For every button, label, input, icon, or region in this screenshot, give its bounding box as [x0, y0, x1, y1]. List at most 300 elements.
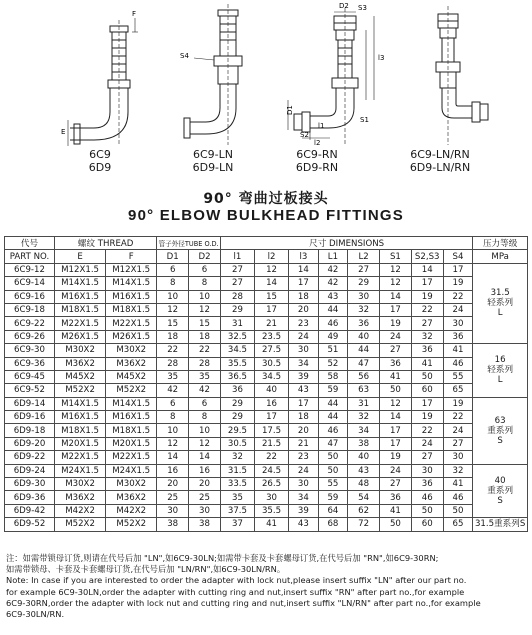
note-line: 注：如需带锁母订货,则请在代号后加 "LN",如6C9-30LN;如需带卡套及卡套螺母订货,在代号后加 "RN",如6C9-30RN;	[6, 553, 439, 563]
value-cell: 32.5	[220, 330, 254, 343]
col-header: l1	[220, 250, 254, 263]
title-english: 90° ELBOW BULKHEAD FITTINGS	[128, 207, 404, 224]
value-cell: 19	[411, 411, 443, 424]
header-part-en: PART NO.	[5, 250, 55, 263]
value-cell: 18	[157, 330, 189, 343]
value-cell: 12	[157, 303, 189, 316]
value-cell: 21	[289, 437, 319, 450]
value-cell: 49	[318, 330, 348, 343]
note-line: Note: In case if you are interested to order the adapter with lock nut,please insert suffix "LN" after our part no.	[6, 575, 467, 586]
variant-labels	[0, 148, 532, 184]
value-cell: 50	[380, 518, 412, 531]
value-cell: 50	[411, 370, 443, 383]
value-cell: M45X2	[106, 370, 157, 383]
value-cell: M18X1.5	[106, 303, 157, 316]
value-cell: 14	[189, 451, 221, 464]
value-cell: 24	[380, 464, 412, 477]
value-cell: 17	[289, 397, 319, 410]
label-s1: S1	[360, 116, 369, 124]
value-cell: 10	[157, 290, 189, 303]
value-cell: M36X2	[55, 491, 106, 504]
value-cell: 24	[289, 330, 319, 343]
value-cell: 30.5	[255, 357, 289, 370]
value-cell: 55	[318, 478, 348, 491]
value-cell: 24	[289, 464, 319, 477]
part-number-cell: 6C9-52	[5, 384, 55, 397]
table-row	[5, 397, 528, 410]
table-row	[5, 330, 528, 343]
value-cell: 41	[443, 344, 473, 357]
value-cell: 17	[255, 411, 289, 424]
value-cell: 28	[189, 357, 221, 370]
value-cell: M14X1.5	[55, 277, 106, 290]
value-cell: 23	[289, 451, 319, 464]
value-cell: 36	[443, 330, 473, 343]
value-cell: 63	[348, 384, 380, 397]
value-cell: 41	[380, 504, 412, 517]
value-cell: 65	[443, 518, 473, 531]
value-cell: 40	[348, 451, 380, 464]
value-cell: 26.5	[255, 478, 289, 491]
value-cell: 39	[289, 370, 319, 383]
value-cell: 50	[380, 384, 412, 397]
value-cell: 20	[289, 303, 319, 316]
value-cell: 50	[443, 504, 473, 517]
part-number-cell: 6D9-24	[5, 464, 55, 477]
pressure-class-cell	[473, 397, 528, 464]
value-cell: 29	[220, 397, 254, 410]
pressure-line: 16	[494, 355, 506, 366]
variant-code-d: 6D9-LN	[192, 161, 234, 174]
header-thread: 螺纹 THREAD	[55, 237, 157, 250]
value-cell: 30	[255, 491, 289, 504]
value-cell: 31.5	[220, 464, 254, 477]
label-s2: S2	[300, 131, 309, 139]
table-row	[5, 437, 528, 450]
table-body	[5, 263, 528, 531]
value-cell: M22X1.5	[106, 451, 157, 464]
value-cell: 12	[380, 277, 412, 290]
value-cell: 8	[157, 277, 189, 290]
label-d2: D2	[339, 2, 349, 10]
value-cell: 6	[189, 397, 221, 410]
value-cell: M16X1.5	[55, 411, 106, 424]
value-cell: 12	[380, 263, 412, 276]
label-l1: l1	[318, 122, 325, 130]
value-cell: 14	[411, 263, 443, 276]
value-cell: 44	[348, 344, 380, 357]
header-pressure-unit: MPa	[473, 250, 528, 263]
value-cell: 36	[411, 344, 443, 357]
value-cell: 17	[255, 303, 289, 316]
drawing-6c9-ln	[170, 0, 280, 148]
value-cell: 34.5	[255, 370, 289, 383]
value-cell: 8	[189, 411, 221, 424]
part-number-cell: 6C9-45	[5, 370, 55, 383]
part-number-cell: 6D9-52	[5, 518, 55, 531]
value-cell: M16X1.5	[55, 290, 106, 303]
value-cell: 17	[380, 424, 412, 437]
variant-code-d: 6D9	[88, 161, 112, 174]
part-number-cell: 6C9-36	[5, 357, 55, 370]
value-cell: 42	[189, 384, 221, 397]
value-cell: 22	[157, 344, 189, 357]
value-cell: 64	[318, 504, 348, 517]
part-number-cell: 6C9-30	[5, 344, 55, 357]
col-header: F	[106, 250, 157, 263]
value-cell: M20X1.5	[55, 437, 106, 450]
value-cell: 41	[411, 357, 443, 370]
value-cell: 43	[318, 290, 348, 303]
variant-code-d: 6D9-LN/RN	[409, 161, 471, 174]
part-number-cell: 6C9-26	[5, 330, 55, 343]
table-row	[5, 464, 528, 477]
value-cell: M52X2	[55, 384, 106, 397]
value-cell: 59	[318, 491, 348, 504]
value-cell: 35	[220, 491, 254, 504]
table-row	[5, 370, 528, 383]
value-cell: 10	[189, 290, 221, 303]
value-cell: 6	[157, 397, 189, 410]
value-cell: 32	[348, 411, 380, 424]
value-cell: 21.5	[255, 437, 289, 450]
value-cell: 48	[348, 478, 380, 491]
table-row	[5, 317, 528, 330]
value-cell: 65	[443, 384, 473, 397]
value-cell: M22X1.5	[106, 317, 157, 330]
drawing-6c9-lnrn	[400, 0, 510, 148]
value-cell: M30X2	[55, 344, 106, 357]
value-cell: 59	[318, 384, 348, 397]
value-cell: 34	[348, 424, 380, 437]
value-cell: 14	[289, 263, 319, 276]
value-cell: 10	[189, 424, 221, 437]
note-line: 6C9-30RN,order the adapter with lock nut and cutting ring and nut,insert suffix "LN/RN" after part no.,for example	[6, 597, 481, 608]
col-header: S4	[443, 250, 473, 263]
value-cell: 60	[411, 384, 443, 397]
value-cell: 38	[157, 518, 189, 531]
drawing-6c9-rn	[278, 0, 398, 148]
value-cell: 28	[157, 357, 189, 370]
value-cell: 12	[157, 437, 189, 450]
value-cell: 27	[380, 344, 412, 357]
value-cell: 36	[220, 384, 254, 397]
table-row	[5, 491, 528, 504]
title-chinese: 90° 弯曲过板接头	[203, 191, 329, 207]
value-cell: 41	[255, 518, 289, 531]
value-cell: 54	[348, 491, 380, 504]
value-cell: 56	[348, 370, 380, 383]
value-cell: 25	[157, 491, 189, 504]
value-cell: M30X2	[106, 478, 157, 491]
header-dimensions: 尺寸 DIMENSIONS	[220, 237, 472, 250]
col-header: D1	[157, 250, 189, 263]
value-cell: 6	[157, 263, 189, 276]
pressure-class-cell	[473, 344, 528, 398]
value-cell: 32	[443, 464, 473, 477]
value-cell: 14	[157, 451, 189, 464]
value-cell: M22X1.5	[55, 317, 106, 330]
value-cell: 35	[189, 370, 221, 383]
value-cell: 22	[255, 451, 289, 464]
value-cell: 25	[189, 491, 221, 504]
variant-code-c: 6C9-LN	[192, 148, 233, 161]
value-cell: 21	[255, 317, 289, 330]
value-cell: 22	[443, 411, 473, 424]
value-cell: M18X1.5	[55, 303, 106, 316]
value-cell: 36	[380, 357, 412, 370]
value-cell: 20	[289, 424, 319, 437]
col-header: l3	[289, 250, 319, 263]
variant-label-1	[45, 148, 155, 174]
value-cell: 27	[220, 263, 254, 276]
part-number-cell: 6D9-36	[5, 491, 55, 504]
value-cell: 24.5	[255, 464, 289, 477]
variant-code-c: 6C9	[89, 148, 111, 161]
value-cell: 43	[289, 518, 319, 531]
value-cell: 14	[255, 277, 289, 290]
value-cell: M12X1.5	[106, 263, 157, 276]
table-row	[5, 263, 528, 276]
value-cell: 24	[380, 330, 412, 343]
value-cell: 50	[318, 464, 348, 477]
value-cell: 51	[318, 344, 348, 357]
value-cell: 36	[348, 317, 380, 330]
value-cell: 41	[443, 478, 473, 491]
value-cell: M20X1.5	[106, 437, 157, 450]
value-cell: 29	[348, 277, 380, 290]
value-cell: 22	[411, 424, 443, 437]
value-cell: 46	[318, 424, 348, 437]
value-cell: M52X2	[106, 518, 157, 531]
part-number-cell: 6C9-16	[5, 290, 55, 303]
value-cell: M52X2	[106, 384, 157, 397]
note-line: for example 6C9-30LN,order the adapter with cutting ring and nut,insert suffix "RN" after part no.,for example	[6, 586, 465, 597]
value-cell: 17	[380, 303, 412, 316]
value-cell: 52	[318, 357, 348, 370]
value-cell: 34	[289, 357, 319, 370]
value-cell: 29	[220, 411, 254, 424]
pressure-line: 轻系列	[487, 365, 514, 376]
pressure-line: 31.5重系列S	[474, 519, 526, 530]
value-cell: 29.5	[220, 424, 254, 437]
value-cell: 36	[380, 491, 412, 504]
value-cell: 37	[220, 518, 254, 531]
value-cell: 34	[289, 491, 319, 504]
value-cell: 24	[411, 437, 443, 450]
part-number-cell: 6C9-14	[5, 277, 55, 290]
value-cell: 27	[348, 263, 380, 276]
value-cell: 43	[289, 384, 319, 397]
value-cell: M30X2	[106, 344, 157, 357]
label-l2: l2	[314, 139, 321, 147]
value-cell: 58	[318, 370, 348, 383]
value-cell: 50	[318, 451, 348, 464]
value-cell: 30	[289, 478, 319, 491]
value-cell: 33.5	[220, 478, 254, 491]
value-cell: M16X1.5	[106, 411, 157, 424]
variant-label-3	[262, 148, 372, 174]
value-cell: 60	[411, 518, 443, 531]
value-cell: 42	[318, 263, 348, 276]
value-cell: 42	[318, 277, 348, 290]
col-header: L1	[318, 250, 348, 263]
value-cell: 27	[380, 478, 412, 491]
value-cell: M45X2	[55, 370, 106, 383]
value-cell: 36.5	[220, 370, 254, 383]
value-cell: M24X1.5	[55, 464, 106, 477]
col-header: S2,S3	[411, 250, 443, 263]
part-number-cell: 6C9-22	[5, 317, 55, 330]
value-cell: 38	[348, 437, 380, 450]
table-row	[5, 424, 528, 437]
value-cell: M18X1.5	[55, 424, 106, 437]
value-cell: 18	[289, 290, 319, 303]
value-cell: M42X2	[106, 504, 157, 517]
value-cell: 55	[443, 370, 473, 383]
value-cell: 20	[189, 478, 221, 491]
part-number-cell: 6D9-18	[5, 424, 55, 437]
pressure-line: 轻系列	[487, 298, 514, 309]
value-cell: 31	[220, 317, 254, 330]
value-cell: M16X1.5	[106, 290, 157, 303]
value-cell: M12X1.5	[55, 263, 106, 276]
value-cell: 16	[189, 464, 221, 477]
variant-code-c: 6C9-LN/RN	[410, 148, 470, 161]
value-cell: 19	[380, 451, 412, 464]
table-row	[5, 504, 528, 517]
label-d1: D1	[286, 105, 294, 115]
value-cell: 15	[189, 317, 221, 330]
value-cell: 37.5	[220, 504, 254, 517]
value-cell: 27	[411, 317, 443, 330]
value-cell: 30	[157, 504, 189, 517]
value-cell: 19	[411, 290, 443, 303]
value-cell: 27.5	[255, 344, 289, 357]
value-cell: 30.5	[220, 437, 254, 450]
value-cell: 10	[157, 424, 189, 437]
value-cell: 23.5	[255, 330, 289, 343]
value-cell: 35.5	[220, 357, 254, 370]
value-cell: 8	[157, 411, 189, 424]
value-cell: 15	[157, 317, 189, 330]
value-cell: 30	[443, 317, 473, 330]
value-cell: 22	[411, 303, 443, 316]
value-cell: 17	[411, 397, 443, 410]
value-cell: 24	[443, 424, 473, 437]
value-cell: M24X1.5	[106, 464, 157, 477]
part-number-cell: 6D9-22	[5, 451, 55, 464]
value-cell: 23	[289, 317, 319, 330]
table-row	[5, 384, 528, 397]
value-cell: 17	[289, 277, 319, 290]
value-cell: 22	[443, 290, 473, 303]
table-row	[5, 411, 528, 424]
value-cell: 12	[189, 303, 221, 316]
pressure-line: 重系列	[487, 485, 514, 496]
value-cell: 31	[348, 397, 380, 410]
value-cell: 44	[318, 411, 348, 424]
col-header: D2	[189, 250, 221, 263]
value-cell: M14X1.5	[55, 397, 106, 410]
table-row	[5, 303, 528, 316]
variant-label-4	[385, 148, 495, 174]
col-header: E	[55, 250, 106, 263]
value-cell: 17.5	[255, 424, 289, 437]
value-cell: 50	[411, 504, 443, 517]
value-cell: 14	[380, 290, 412, 303]
value-cell: M14X1.5	[106, 277, 157, 290]
value-cell: M36X2	[55, 357, 106, 370]
value-cell: 30	[289, 344, 319, 357]
value-cell: M42X2	[55, 504, 106, 517]
pressure-class-cell	[473, 518, 528, 531]
value-cell: 72	[348, 518, 380, 531]
value-cell: 47	[318, 437, 348, 450]
part-number-cell: 6D9-20	[5, 437, 55, 450]
part-number-cell: 6C9-18	[5, 303, 55, 316]
value-cell: 16	[157, 464, 189, 477]
value-cell: 46	[443, 491, 473, 504]
table-row	[5, 344, 528, 357]
value-cell: 12	[380, 397, 412, 410]
value-cell: 16	[255, 397, 289, 410]
value-cell: 17	[380, 437, 412, 450]
table-row	[5, 478, 528, 491]
value-cell: 41	[380, 370, 412, 383]
value-cell: 34.5	[220, 344, 254, 357]
value-cell: M26X1.5	[106, 330, 157, 343]
value-cell: 32	[348, 303, 380, 316]
value-cell: 17	[411, 277, 443, 290]
value-cell: 27	[443, 437, 473, 450]
part-number-cell: 6D9-42	[5, 504, 55, 517]
value-cell: 17	[443, 263, 473, 276]
col-header: l2	[255, 250, 289, 263]
value-cell: 47	[348, 357, 380, 370]
value-cell: M36X2	[106, 491, 157, 504]
pressure-line: 40	[494, 475, 506, 486]
value-cell: 46	[411, 491, 443, 504]
pressure-line: 重系列	[487, 425, 514, 436]
part-number-cell: 6D9-16	[5, 411, 55, 424]
value-cell: 46	[443, 357, 473, 370]
value-cell: 27	[411, 451, 443, 464]
value-cell: 30	[348, 290, 380, 303]
pressure-line: 31.5	[490, 288, 510, 299]
pressure-line: S	[497, 435, 503, 446]
value-cell: 24	[443, 303, 473, 316]
label-e: E	[61, 128, 66, 136]
pressure-line: L	[497, 308, 503, 319]
value-cell: M18X1.5	[106, 424, 157, 437]
value-cell: 18	[289, 411, 319, 424]
variant-label-2	[158, 148, 268, 174]
value-cell: 32	[411, 330, 443, 343]
table-row	[5, 277, 528, 290]
label-s4: S4	[180, 52, 189, 60]
variant-code-d: 6D9-RN	[295, 161, 339, 174]
value-cell: 44	[318, 303, 348, 316]
value-cell: 44	[318, 397, 348, 410]
value-cell: 43	[348, 464, 380, 477]
value-cell: 30	[411, 464, 443, 477]
spec-table	[4, 236, 528, 532]
part-number-cell: 6D9-14	[5, 397, 55, 410]
value-cell: M22X1.5	[55, 451, 106, 464]
value-cell: M52X2	[55, 518, 106, 531]
value-cell: 12	[189, 437, 221, 450]
